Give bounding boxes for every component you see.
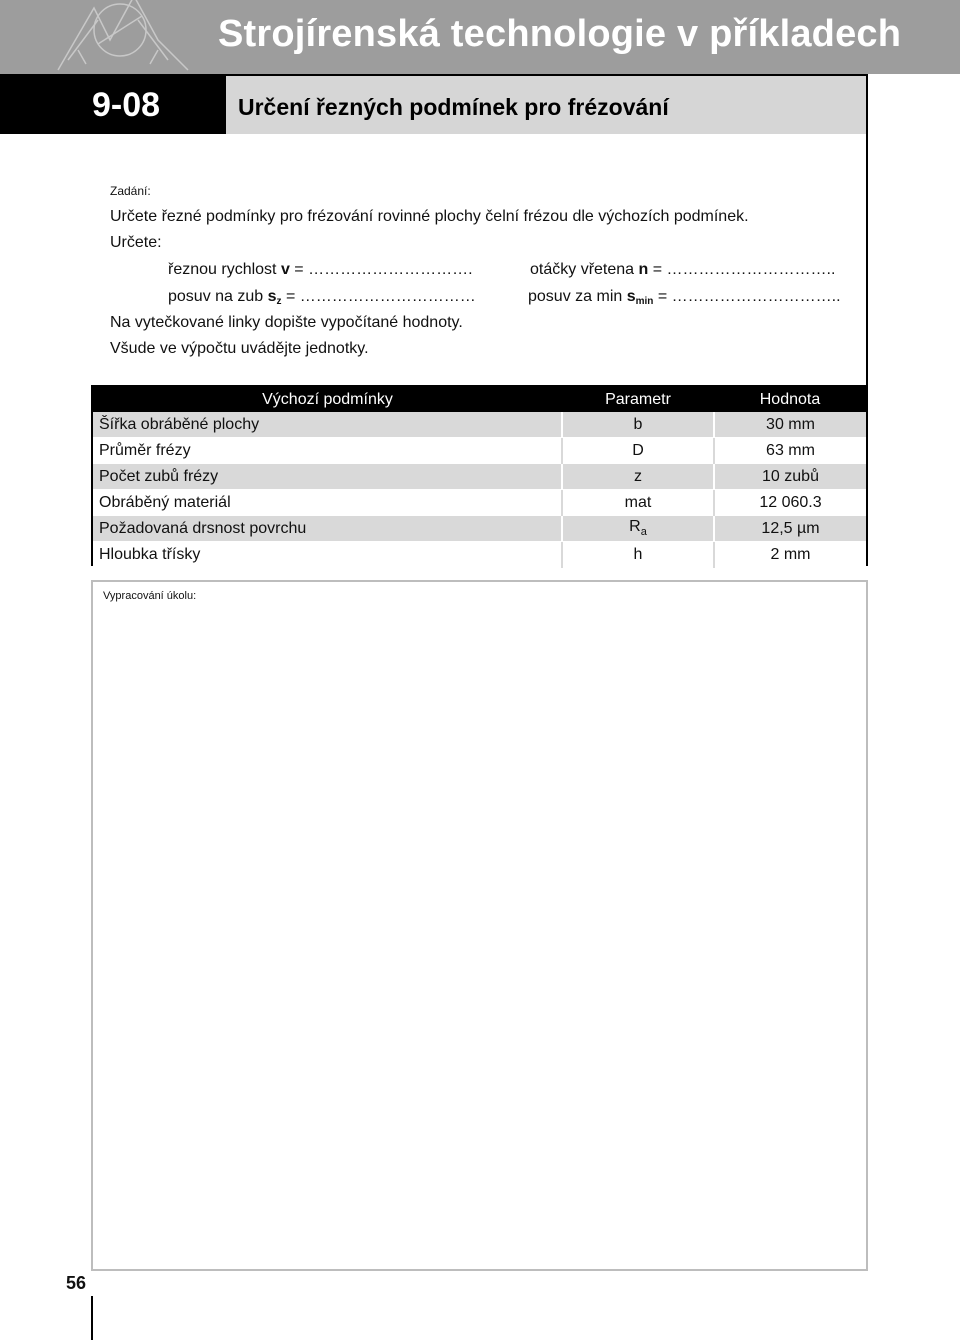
table-header-conditions: Výchozí podmínky: [93, 387, 562, 412]
task-label: Zadání:: [110, 184, 151, 198]
row-label: Požadovaná drsnost povrchu: [93, 516, 562, 542]
row-parameter: $R_a$: [562, 516, 714, 542]
exercise-number-box: [0, 74, 226, 134]
feed-per-tooth-field: posuv na zub $s_z$ = ……………………………: [168, 288, 476, 307]
table-header-value: Hodnota: [714, 387, 866, 412]
header-band: [0, 0, 960, 74]
drawing-logo-icon: [38, 0, 198, 74]
table-row: [93, 438, 866, 464]
row-parameter: z: [562, 464, 714, 490]
row-value: 12 060.3: [714, 490, 866, 516]
solution-area[interactable]: [91, 580, 868, 1271]
exercise-header: [0, 74, 868, 134]
spindle-speed-field: otáčky vřetena n = …………………………..: [530, 261, 836, 278]
row-label: Obráběný materiál: [93, 490, 562, 516]
page-number: 56: [66, 1273, 87, 1293]
row-value: 2 mm: [714, 542, 866, 568]
right-border: [866, 134, 868, 386]
table-row: [93, 490, 866, 516]
row-parameter: D: [562, 438, 714, 464]
row-value: 12,5 µm: [714, 516, 866, 542]
row-label: Počet zubů frézy: [93, 464, 562, 490]
task-determine: Určete:: [110, 234, 162, 251]
feed-per-min-field: posuv za $\min s_{min}$ = …………………………..: [528, 288, 841, 307]
cutting-speed-field: řeznou rychlost v = ………………………….: [168, 261, 473, 278]
row-label: Hloubka třísky: [93, 542, 562, 568]
row-parameter: b: [562, 412, 714, 438]
task-note-fill: Na vytečkované linky dopište vypočítané hodnoty.: [110, 314, 463, 331]
task-intro: Určete řezné podmínky pro frézování rovinné plochy čelní frézou dle výchozích podmínek.: [110, 208, 749, 225]
table-row: [93, 542, 866, 568]
initial-conditions-table: [91, 385, 868, 566]
table-row: [93, 516, 866, 542]
row-value: 63 mm: [714, 438, 866, 464]
footer-rule: [91, 1296, 93, 1340]
table-header-parameter: Parametr: [562, 387, 714, 412]
exercise-title-box: [226, 74, 868, 134]
row-parameter: h: [562, 542, 714, 568]
table-row: [93, 412, 866, 438]
row-label: Průměr frézy: [93, 438, 562, 464]
row-label: Šířka obráběné plochy: [93, 412, 562, 438]
task-note-units: Všude ve výpočtu uvádějte jednotky.: [110, 340, 369, 357]
exercise-title: Určení řezných podmínek pro frézování: [238, 94, 669, 120]
row-parameter: mat: [562, 490, 714, 516]
solution-label: Vypracování úkolu:: [103, 590, 197, 602]
row-value: 30 mm: [714, 412, 866, 438]
exercise-number: 9-08: [92, 86, 161, 124]
series-title: Strojírenská technologie v příkladech: [218, 13, 902, 55]
row-value: 10 zubů: [714, 464, 866, 490]
table-row: [93, 464, 866, 490]
